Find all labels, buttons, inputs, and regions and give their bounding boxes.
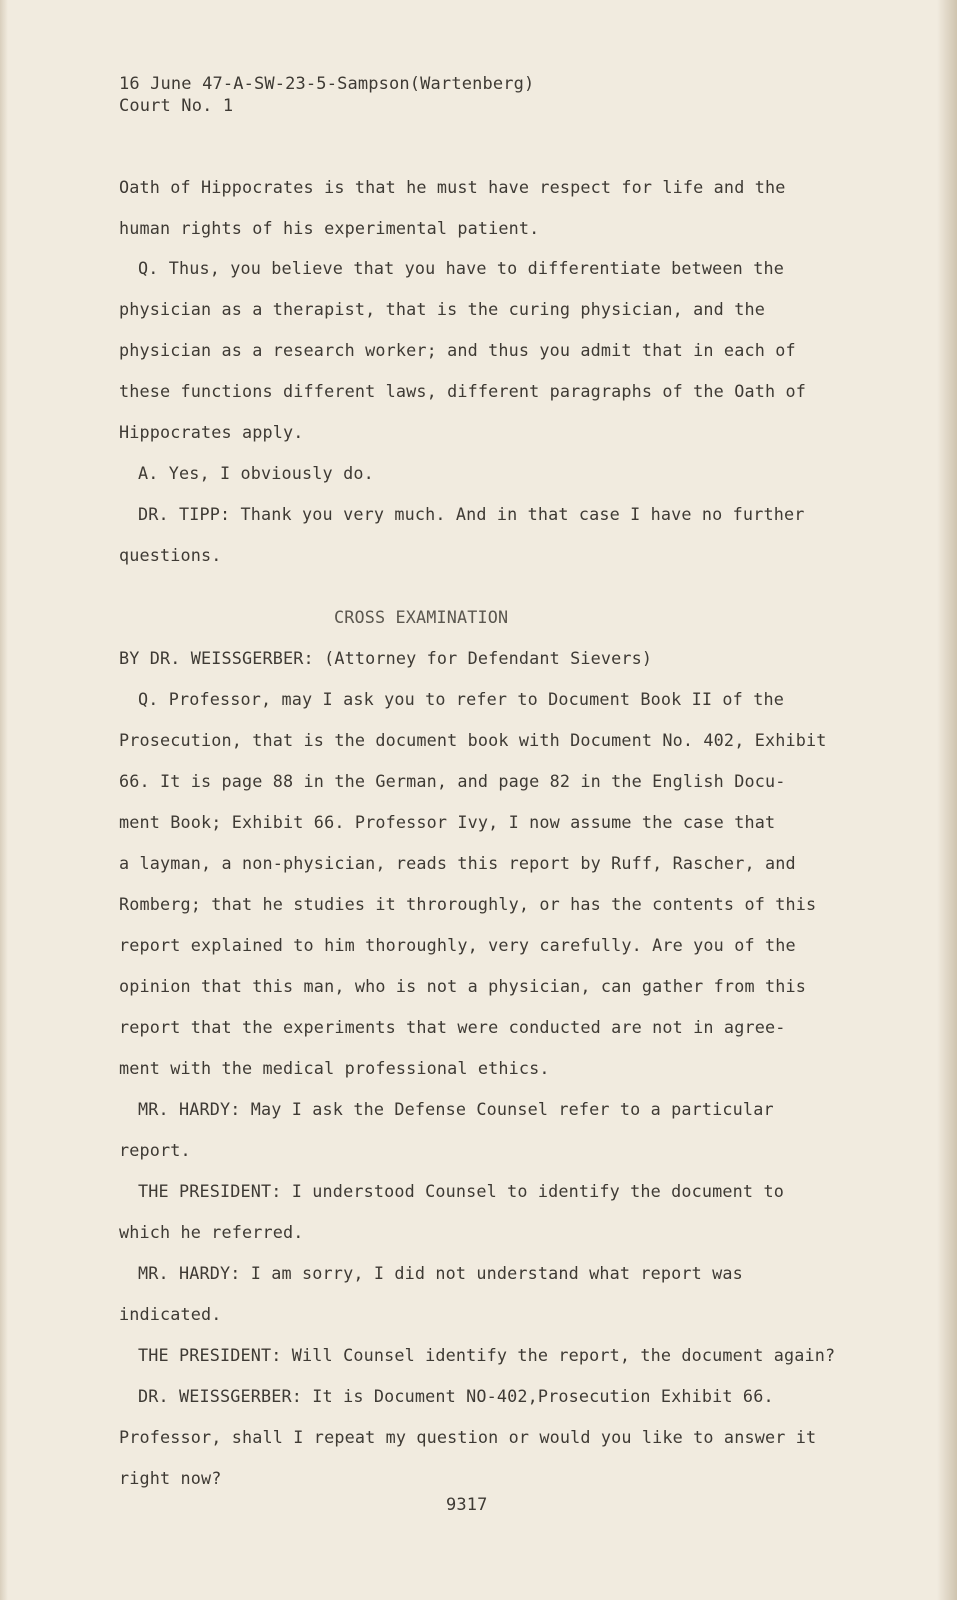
text-line: Romberg; that he studies it throroughly, or has the contents of this [119, 894, 817, 914]
text-line: Prosecution, that is the document book with Document No. 402, Exhibit [119, 730, 827, 750]
text-line: which he referred. [119, 1222, 304, 1242]
page-number: 9317 [446, 1495, 488, 1515]
text-line: human rights of his experimental patient. [119, 218, 540, 238]
text-line: THE PRESIDENT: I understood Counsel to identify the document to [138, 1181, 784, 1201]
text-line: physician as a therapist, that is the curing physician, and the [119, 299, 765, 319]
text-line: Q. Professor, may I ask you to refer to Document Book II of the [138, 689, 784, 709]
text-line: BY DR. WEISSGERBER: (Attorney for Defendant Sievers) [119, 648, 653, 668]
text-line: right now? [119, 1468, 222, 1488]
section-heading: CROSS EXAMINATION [334, 607, 509, 627]
text-line: report that the experiments that were conducted are not in agree- [119, 1017, 786, 1037]
text-line: report. [119, 1140, 191, 1160]
text-line: MR. HARDY: May I ask the Defense Counsel refer to a particular [138, 1099, 774, 1119]
text-line: A. Yes, I obviously do. [138, 463, 374, 483]
text-line: THE PRESIDENT: Will Counsel identify the report, the document again? [138, 1345, 836, 1365]
text-line: report explained to him thoroughly, very carefully. Are you of the [119, 935, 796, 955]
text-line: a layman, a non-physician, reads this report by Ruff, Rascher, and [119, 853, 796, 873]
text-line: ment with the medical professional ethics. [119, 1058, 550, 1078]
text-line: DR. TIPP: Thank you very much. And in that case I have no further [138, 504, 805, 524]
text-line: physician as a research worker; and thus you admit that in each of [119, 340, 796, 360]
text-line: Hippocrates apply. [119, 422, 304, 442]
text-line: DR. WEISSGERBER: It is Document NO-402,Prosecution Exhibit 66. [138, 1386, 774, 1406]
text-line: 66. It is page 88 in the German, and page 82 in the English Docu- [119, 771, 786, 791]
text-line: opinion that this man, who is not a physician, can gather from this [119, 976, 806, 996]
text-line: Professor, shall I repeat my question or would you like to answer it [119, 1427, 817, 1447]
text-line: MR. HARDY: I am sorry, I did not understand what report was [138, 1263, 743, 1283]
text-line: ment Book; Exhibit 66. Professor Ivy, I now assume the case that [119, 812, 776, 832]
text-line: indicated. [119, 1304, 222, 1324]
text-line: Q. Thus, you believe that you have to differentiate between the [138, 258, 784, 278]
text-line: Oath of Hippocrates is that he must have respect for life and the [119, 177, 786, 197]
text-line: questions. [119, 545, 222, 565]
header-court-line: Court No. 1 [119, 96, 234, 116]
header-case-line: 16 June 47-A-SW-23-5-Sampson(Wartenberg) [119, 74, 535, 94]
text-line: these functions different laws, different paragraphs of the Oath of [119, 381, 806, 401]
